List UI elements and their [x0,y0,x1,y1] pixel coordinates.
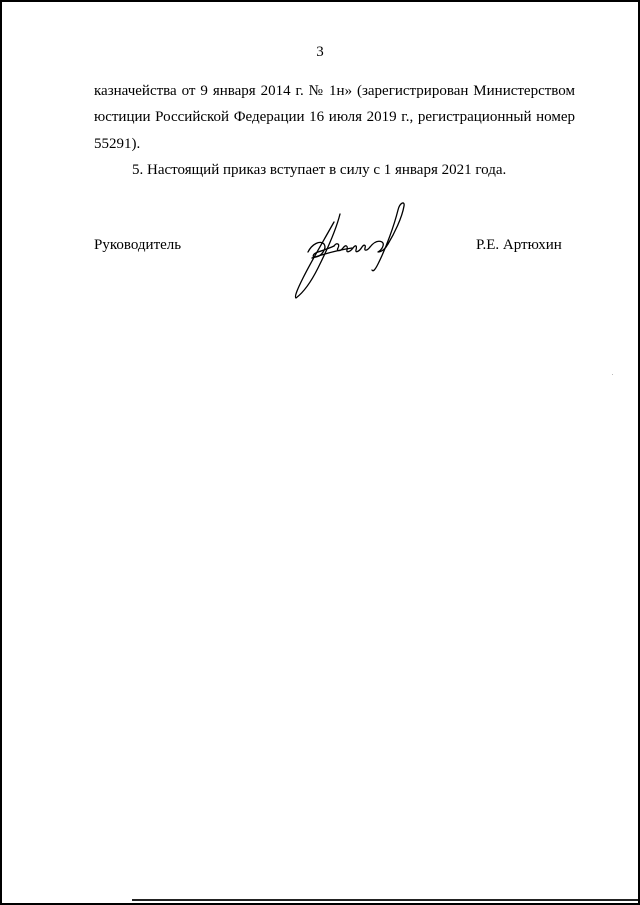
signatory-role: Руководитель [94,237,182,253]
document-page [2,2,638,903]
scan-speck [612,374,613,375]
handwritten-signature [290,200,410,304]
scan-edge-line [132,899,638,901]
paragraph-line: казначейства от 9 января 2014 г. № 1н» (зарегистрирован Министерством [94,83,575,99]
paragraph-line: 55291). [94,136,141,152]
page-number: 3 [316,44,324,60]
paragraph-item-5: 5. Настоящий приказ вступает в силу с 1 января 2021 года. [132,162,507,178]
paragraph-line: юстиции Российской Федерации 16 июля 2019 г., регистрационный номер [94,109,575,125]
signatory-name: Р.Е. Артюхин [476,237,562,253]
